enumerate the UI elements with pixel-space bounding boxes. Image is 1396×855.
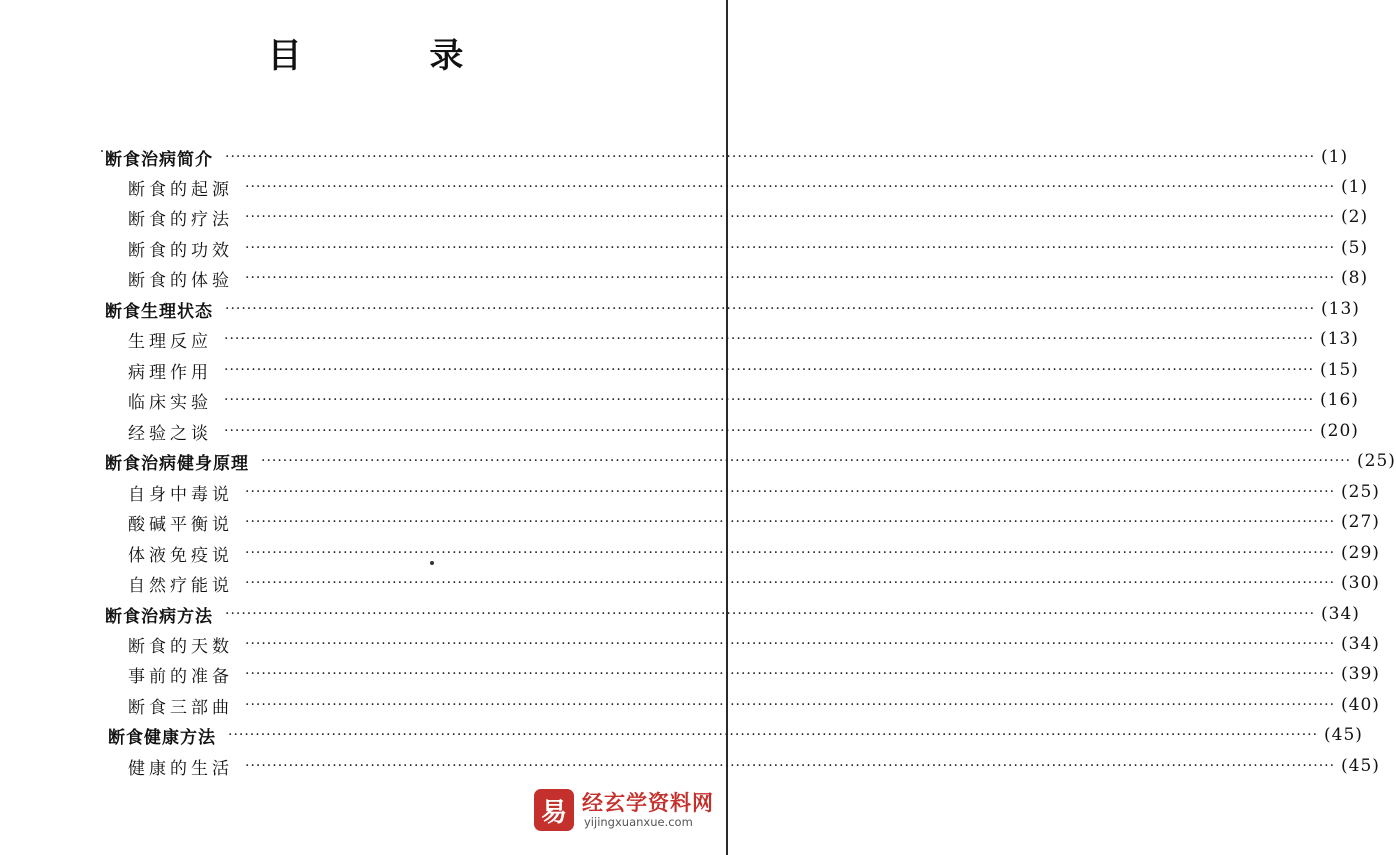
- toc-entry-title: 临床实验: [128, 392, 212, 413]
- dot-leader: ········································································································································································································: [245, 209, 1336, 225]
- dot-leader: ········································································································································································································: [245, 666, 1336, 682]
- watermark-logo: 易: [534, 789, 574, 831]
- dot-leader: ········································································································································································································: [245, 575, 1336, 591]
- toc-entry-page: (40): [1341, 695, 1380, 715]
- dot-leader: ········································································································································································································: [224, 362, 1315, 378]
- toc-entry[interactable]: [108, 720, 1363, 750]
- toc-entry-page: (25): [1357, 451, 1396, 471]
- page-title: 目 录: [267, 36, 522, 76]
- dot-leader: ········································································································································································································: [225, 149, 1316, 165]
- toc-entry-page: (25): [1341, 482, 1380, 502]
- dot-leader: ········································································································································································································: [245, 636, 1336, 652]
- toc-entry[interactable]: [128, 202, 1369, 232]
- dot-leader: ········································································································································································································: [245, 514, 1336, 530]
- toc-entry-title: 断食健康方法: [108, 727, 216, 748]
- toc-entry-title: 断食治病健身原理: [105, 453, 249, 474]
- toc-entry-title: 生理反应: [128, 331, 212, 352]
- toc-entry-title: 经验之谈: [128, 423, 212, 444]
- toc-entry-title: 断食的疗法: [128, 209, 233, 230]
- dot-leader: ········································································································································································································: [228, 727, 1319, 743]
- toc-entry[interactable]: [128, 659, 1380, 689]
- toc-entry[interactable]: [128, 263, 1369, 293]
- toc-entry[interactable]: [128, 172, 1369, 202]
- toc-entry-page: (34): [1341, 634, 1380, 654]
- toc-entry[interactable]: [105, 142, 1349, 172]
- toc-entry-title: 病理作用: [128, 362, 212, 383]
- toc-entry[interactable]: [105, 446, 1396, 476]
- toc-entry-page: (5): [1341, 238, 1369, 258]
- dot-leader: ········································································································································································································: [245, 240, 1336, 256]
- toc-entry-title: 断食生理状态: [105, 301, 213, 322]
- watermark[interactable]: [532, 785, 727, 835]
- toc-entry-page: (15): [1320, 360, 1359, 380]
- toc-entry-title: 断食的功效: [128, 240, 233, 261]
- dot-leader: ········································································································································································································: [225, 606, 1316, 622]
- toc-entry-title: 断食的起源: [128, 179, 233, 200]
- dot-leader: ········································································································································································································: [224, 423, 1315, 439]
- toc-entry-title: 事前的准备: [128, 666, 233, 687]
- toc-entry-title: 自身中毒说: [128, 484, 233, 505]
- toc-entry-title: 酸碱平衡说: [128, 514, 233, 535]
- toc-entry[interactable]: [128, 751, 1380, 781]
- toc-entry-title: 断食三部曲: [128, 697, 233, 718]
- watermark-url: yijingxuanxue.com: [584, 815, 693, 829]
- toc-entry-page: (1): [1321, 147, 1349, 167]
- dot-leader: ········································································································································································································: [245, 545, 1336, 561]
- toc-entry-page: (39): [1341, 664, 1380, 684]
- watermark-site-name: 经玄学资料网: [582, 791, 714, 815]
- toc-entry-title: 自然疗能说: [128, 575, 233, 596]
- toc-entry[interactable]: [128, 690, 1380, 720]
- dot-leader: ········································································································································································································: [245, 697, 1336, 713]
- dot-leader: ········································································································································································································: [224, 331, 1315, 347]
- dot-leader: ········································································································································································································: [245, 484, 1336, 500]
- toc-entry-page: (29): [1341, 543, 1380, 563]
- toc-entry[interactable]: [128, 355, 1359, 385]
- toc-entry-page: (27): [1341, 512, 1380, 532]
- scan-speck: [101, 150, 103, 152]
- toc-entry[interactable]: [128, 568, 1380, 598]
- toc-entry-page: (13): [1321, 299, 1360, 319]
- toc-entry-page: (8): [1341, 268, 1369, 288]
- toc-entry[interactable]: [128, 477, 1380, 507]
- toc-entry[interactable]: [128, 233, 1369, 263]
- toc-entry-page: (2): [1341, 207, 1369, 227]
- toc-entry-title: 健康的生活: [128, 758, 233, 779]
- toc-entry-title: 断食的体验: [128, 270, 233, 291]
- toc-entry-page: (1): [1341, 177, 1369, 197]
- toc-entry-page: (20): [1320, 421, 1359, 441]
- toc-entry-page: (30): [1341, 573, 1380, 593]
- toc-entry[interactable]: [128, 629, 1380, 659]
- toc-entry-page: (45): [1341, 756, 1380, 776]
- scan-speck: [430, 561, 434, 565]
- toc-entry[interactable]: [128, 385, 1359, 415]
- toc-entry-title: 断食治病简介: [105, 149, 213, 170]
- toc-entry[interactable]: [105, 294, 1360, 324]
- dot-leader: ········································································································································································································: [224, 392, 1315, 408]
- toc-entry[interactable]: [128, 507, 1380, 537]
- dot-leader: ········································································································································································································: [261, 453, 1352, 469]
- toc-entry-title: 断食的天数: [128, 636, 233, 657]
- toc-entry-page: (13): [1320, 329, 1359, 349]
- toc-entry-page: (16): [1320, 390, 1359, 410]
- toc-entry-title: 体液免疫说: [128, 545, 233, 566]
- toc-entry[interactable]: [128, 416, 1359, 446]
- dot-leader: ········································································································································································································: [245, 179, 1336, 195]
- toc-entry[interactable]: [128, 324, 1359, 354]
- toc-entry[interactable]: [128, 538, 1380, 568]
- toc-entry[interactable]: [105, 599, 1360, 629]
- toc-entry-page: (34): [1321, 604, 1360, 624]
- toc-entry-page: (45): [1324, 725, 1363, 745]
- dot-leader: ········································································································································································································: [225, 301, 1316, 317]
- dot-leader: ········································································································································································································: [245, 270, 1336, 286]
- dot-leader: ········································································································································································································: [245, 758, 1336, 774]
- toc-entry-title: 断食治病方法: [105, 606, 213, 627]
